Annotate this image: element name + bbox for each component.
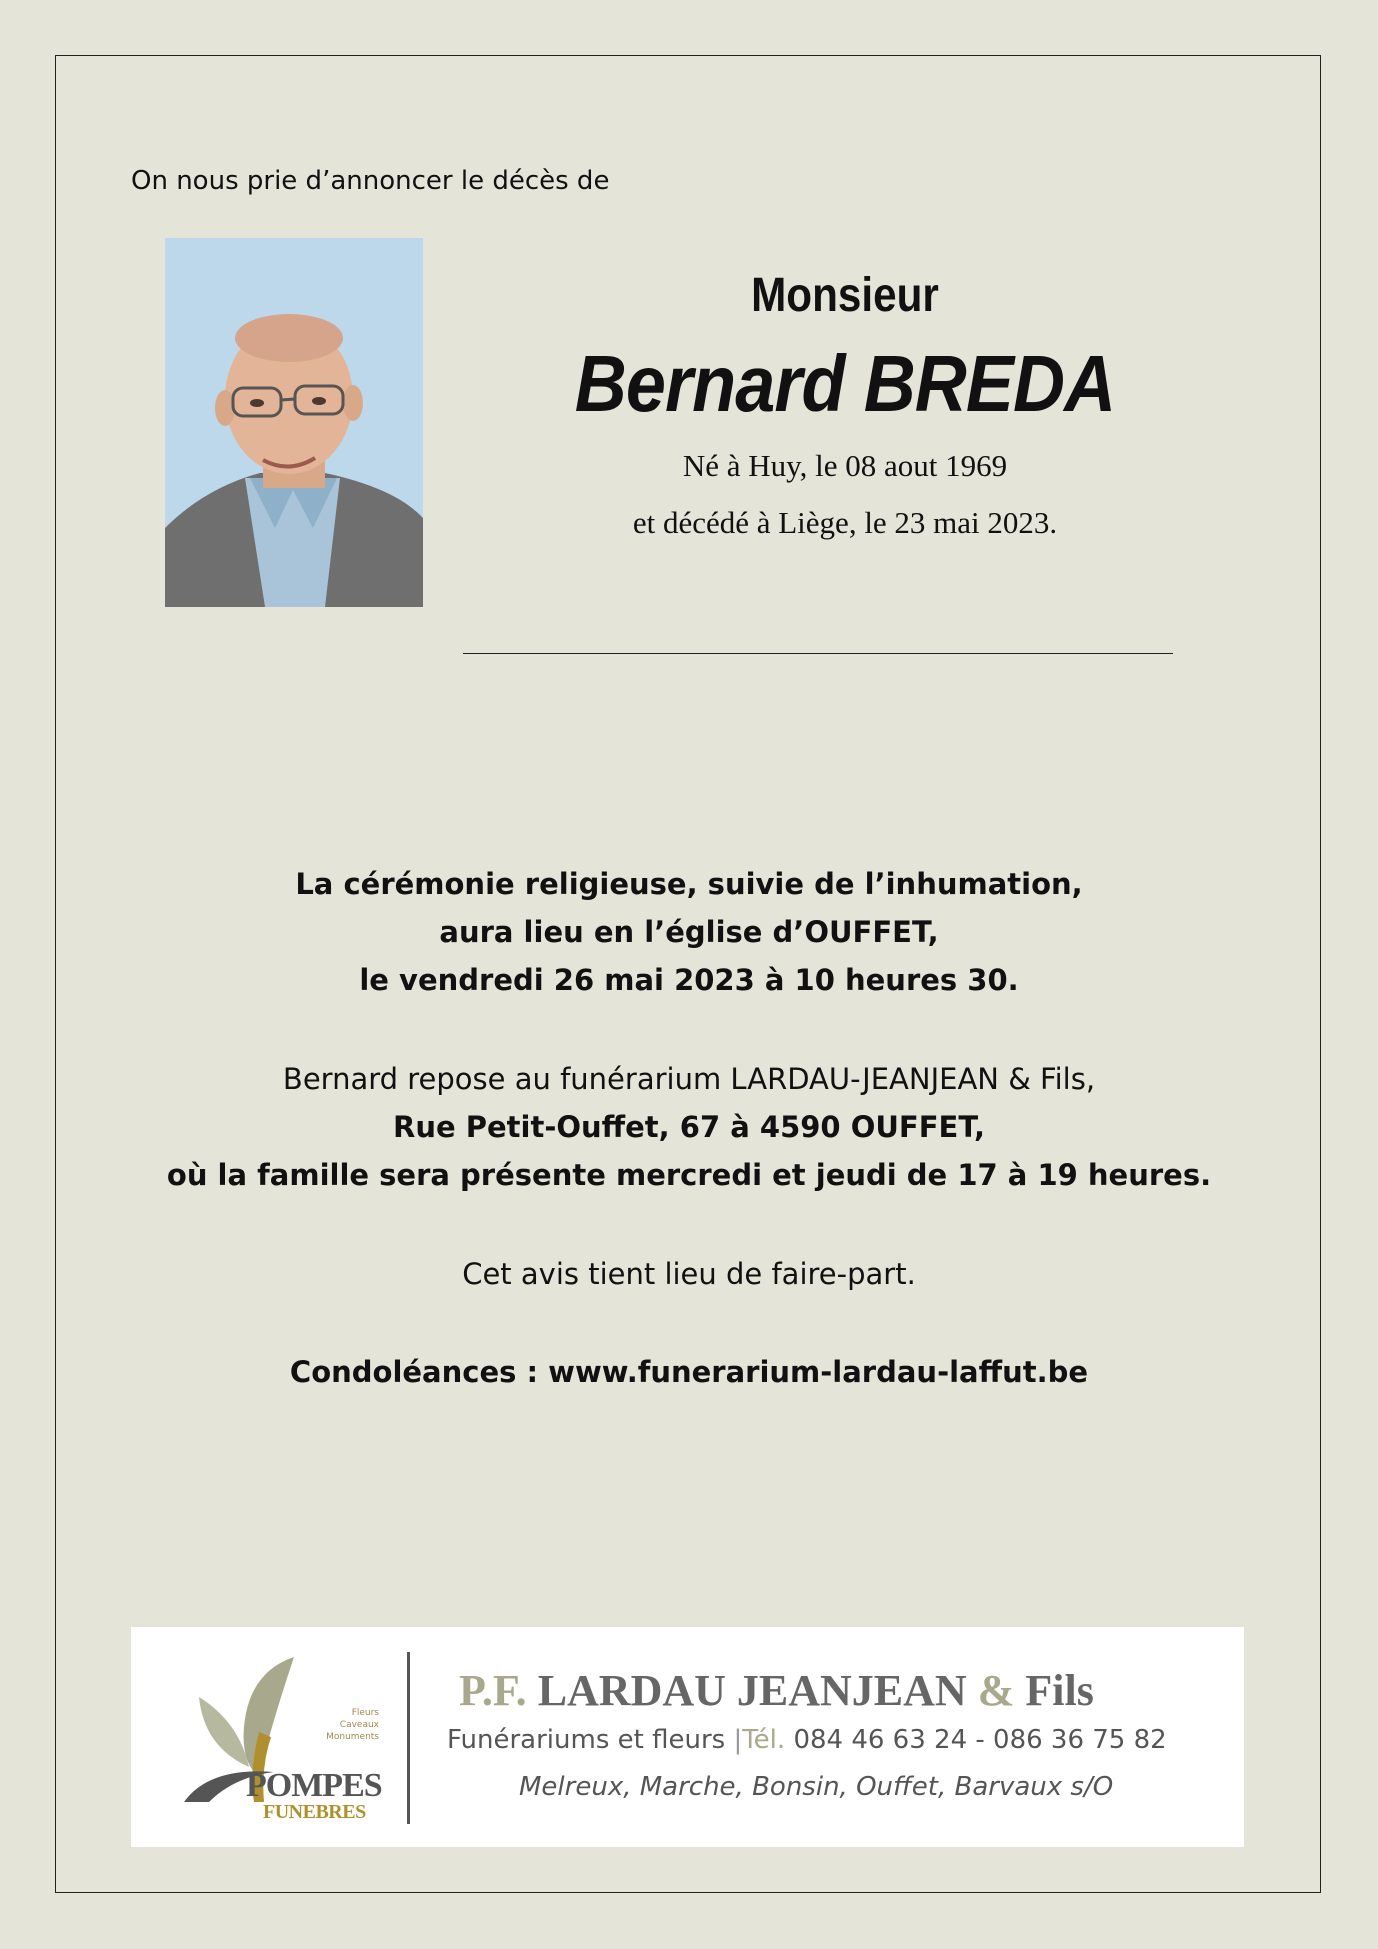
funeral-home-banner bbox=[131, 1627, 1244, 1847]
services-separator: | bbox=[733, 1725, 743, 1755]
services-label: Funérariums et fleurs bbox=[447, 1725, 726, 1755]
repose-line: Bernard repose au funérarium LARDAU-JEANJEAN & Fils, bbox=[282, 1062, 1096, 1096]
ceremony-line: La cérémonie religieuse, suivie de l’inhumation, bbox=[295, 867, 1083, 901]
condolences-text: Condoléances : www.funerarium-lardau-laffut.be bbox=[289, 1355, 1089, 1389]
repose-hours: où la famille sera présente mercredi et jeudi de 17 à 19 heures. bbox=[166, 1158, 1212, 1192]
notice-text: Cet avis tient lieu de faire-part. bbox=[462, 1257, 916, 1291]
intro-text: On nous prie d’annoncer le décès de bbox=[131, 166, 610, 196]
locations-line: Melreux, Marche, Bonsin, Ouffet, Barvaux s/O bbox=[519, 1772, 1114, 1802]
company-name bbox=[459, 1665, 1094, 1716]
logo-pompes: POMPES bbox=[246, 1767, 382, 1804]
logo-funebres: FUNEBRES bbox=[263, 1801, 366, 1823]
logo-tagline-item: Fleurs bbox=[351, 1708, 379, 1718]
company-amp: & bbox=[977, 1666, 1015, 1715]
death-info: et décédé à Liège, le 23 mai 2023. bbox=[632, 505, 1058, 540]
divider bbox=[463, 653, 1173, 654]
ceremony-line: aura lieu en l’église d’OUFFET, bbox=[439, 915, 939, 949]
tel-label: Tél. bbox=[742, 1725, 786, 1755]
company-prefix: P.F. bbox=[459, 1666, 527, 1715]
logo-tagline-item: Caveaux bbox=[339, 1720, 379, 1730]
deceased-title: Monsieur bbox=[751, 269, 939, 322]
company-main: LARDAU JEANJEAN bbox=[537, 1666, 967, 1715]
ceremony-line: le vendredi 26 mai 2023 à 10 heures 30. bbox=[359, 963, 1019, 997]
phone-numbers: 084 46 63 24 - 086 36 75 82 bbox=[793, 1725, 1167, 1755]
repose-block bbox=[100, 1055, 1278, 1199]
logo-tagline bbox=[299, 1707, 379, 1743]
birth-info: Né à Huy, le 08 aout 1969 bbox=[682, 448, 1008, 483]
services-line bbox=[447, 1725, 1167, 1755]
logo-divider bbox=[407, 1652, 410, 1824]
company-suffix: Fils bbox=[1025, 1666, 1094, 1715]
portrait-photo bbox=[165, 238, 423, 607]
deceased-name: Bernard BREDA bbox=[574, 339, 1116, 428]
ceremony-block bbox=[100, 860, 1278, 1004]
logo-tagline-item: Monuments bbox=[326, 1732, 379, 1742]
repose-address: Rue Petit-Ouffet, 67 à 4590 OUFFET, bbox=[392, 1110, 986, 1144]
